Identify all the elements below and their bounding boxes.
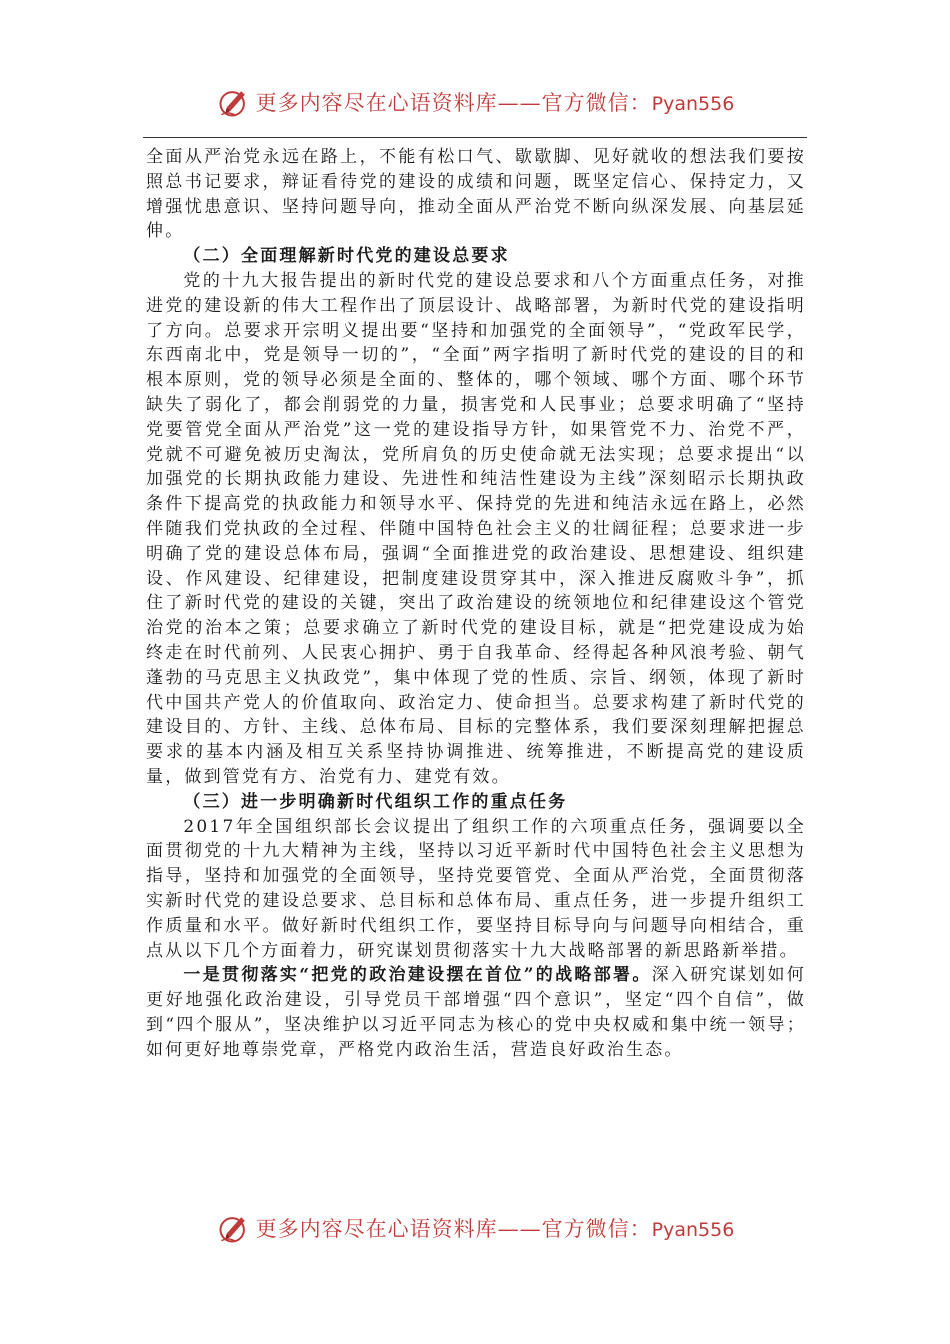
header-divider <box>143 137 807 138</box>
footer-banner-wechat-label: 官方微信： <box>541 1217 652 1241</box>
paragraph-political-building <box>146 963 806 1062</box>
paragraph-key-tasks: 2017年全国组织部长会议提出了组织工作的六项重点任务，强调要以全面贯彻党的十九大精神为主线，坚持以习近平新时代中国特色社会主义思想为指导，坚持和加强党的全面领导，坚持党要管党、全面从严治党，全面贯彻落实新时代党的建设总要求、总目标和总体布局、重点任务，进一步提升组织工作质量和水平。做好新时代组织工作，要坚持目标导向与问题导向相结合，重点从以下几个方面着力，研究谋划贯彻落实十九大战略部署的新思路新举措。 <box>146 816 806 961</box>
banner-text <box>256 87 735 117</box>
pen-logo-icon <box>216 1210 252 1246</box>
banner-main: 更多内容尽在心语资料库 <box>255 91 498 115</box>
banner-dash: —— <box>497 91 542 115</box>
banner-wechat-label: 官方微信： <box>541 91 652 115</box>
paragraph-continuation: 全面从严治党永远在路上，不能有松口气、歇歇脚、见好就收的想法我们要按照总书记要求，辩证看待党的建设的成绩和问题，既坚定信心、保持定力，又增强忧患意识、坚持问题导向，推动全面从严治党不断向纵深发展、向基层延伸。 <box>146 147 806 242</box>
header-banner <box>0 82 950 122</box>
section-heading-2: （二）全面理解新时代党的建设总要求 <box>183 246 510 267</box>
banner-wechat-id: Pyan556 <box>651 93 735 115</box>
paragraph-general-requirements: 党的十九大报告提出的新时代党的建设总要求和八个方面重点任务，对推进党的建设新的伟大工程作出了顶层设计、战略部署，为新时代党的建设指明了方向。总要求开宗明义提出要“坚持和加强党的全面领导”，“党政军民学，东西南北中，党是领导一切的”，“全面”两字指明了新时代党的建设的目的和根本原则，党的领导必须是全面的、整体的，哪个领域、哪个方面、哪个环节缺失了弱化了，都会削弱党的力量，损害党和人民事业；总要求明确了“坚持党要管党全面从严治党”这一党的建设指导方针，如果管党不力、治党不严，党就不可避免被历史淘汰，党所肩负的历史使命就无法实现；总要求提出“以加强党的长期执政能力建设、先进性和纯洁性建设为主线”深刻昭示长期执政条件下提高党的执政能力和领导水平、保持党的先进和纯洁永远在路上，必然伴随我们党执政的全过程、伴随中国特色社会主义的壮阔征程；总要求进一步明确了党的建设总体布局，强调“全面推进党的政治建设、思想建设、组织建设、作风建设、纪律建设，把制度建设贯穿其中，深入推进反腐败斗争”，抓住了新时代党的建设的关键，突出了政治建设的统领地位和纪律建设这个管党治党的治本之策；总要求确立了新时代党的建设目标，就是“把党建设成为始终走在时代前列、人民衷心拥护、勇于自我革命、经得起各种风浪考验、朝气蓬勃的马克思主义执政党”，集中体现了党的性质、宗旨、纲领，体现了新时代中国共产党人的价值取向、政治定力、使命担当。总要求构建了新时代党的建设目的、方针、主线、总体布局、目标的完整体系，我们要深刻理解把握总要求的基本内涵及相互关系坚持协调推进、统筹推进，不断提高党的建设质量，做到管党有方、治党有力、建党有效。 <box>146 270 806 787</box>
footer-banner-dash: —— <box>497 1217 542 1241</box>
footer-banner-wechat-id: Pyan556 <box>651 1219 735 1241</box>
paragraph-lead-bold: 一是贯彻落实“把党的政治建设摆在首位”的战略部署。 <box>183 965 652 986</box>
footer-banner <box>0 1208 950 1248</box>
paragraph-lead-rest: 深入研究谋划如何更好地强化政治建设，引导党员干部增强“四个意识”，坚定“四个自信”，做到“四个服从”，坚决维护以习近平同志为核心的党中央权威和集中统一领导；如何更好地尊崇党章，严格党内政治生活，营造良好政治生态。 <box>146 965 806 1060</box>
document-body <box>146 145 806 1062</box>
section-heading-3: （三）进一步明确新时代组织工作的重点任务 <box>183 791 568 812</box>
footer-banner-text <box>256 1213 735 1243</box>
pen-logo-icon <box>216 84 252 120</box>
footer-banner-main: 更多内容尽在心语资料库 <box>255 1217 498 1241</box>
